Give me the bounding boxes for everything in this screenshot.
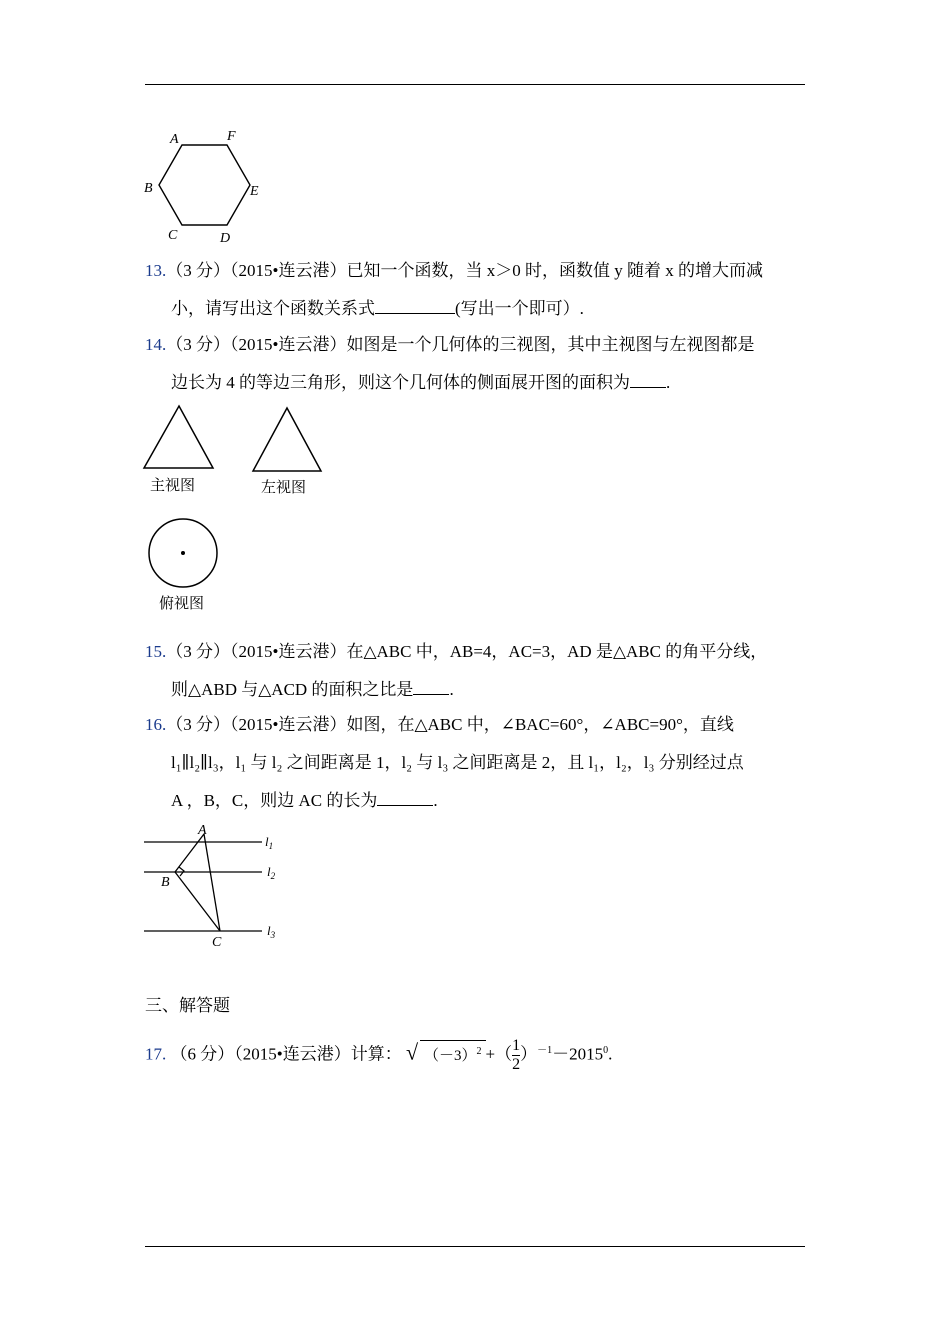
segment-ac	[204, 834, 220, 931]
left-view-triangle	[253, 408, 321, 471]
q13-text-2b: (写出一个即可）.	[455, 299, 584, 318]
question-14	[145, 326, 815, 402]
q13-number: 13.	[145, 261, 167, 280]
q17-end: .	[608, 1044, 613, 1064]
left-view-caption: 左视图	[261, 480, 307, 496]
header-rule	[145, 84, 805, 85]
q13-answer-blank[interactable]	[375, 293, 455, 314]
q14-answer-blank[interactable]	[630, 367, 666, 388]
q17-prefix: （6 分）（2015•连云港）计算：	[170, 1044, 402, 1064]
q13-line1	[145, 252, 815, 290]
q16-text-1: （3 分）（2015•连云港）如图，在△ABC 中，∠BAC=60°，∠ABC=90°，直线	[166, 715, 734, 734]
label-b: B	[161, 875, 170, 890]
q13-text-2a: 小，请写出这个函数关系式	[171, 299, 375, 318]
hex-label-e: E	[250, 184, 259, 199]
q15-text-2b: .	[449, 680, 454, 699]
hex-label-f: F	[227, 129, 236, 144]
question-15	[145, 633, 815, 709]
q15-text-1: （3 分）（2015•连云港）在△ABC 中，AB=4，AC=3，AD 是△ABC 的角平分线，	[166, 642, 768, 661]
section-title: 三、解答题	[145, 996, 230, 1015]
q16-number: 16.	[145, 715, 167, 734]
q14-number: 14.	[145, 335, 167, 354]
question-16	[145, 706, 815, 820]
footer-rule	[145, 1246, 805, 1247]
q13-line2	[145, 290, 815, 328]
q14-line2	[145, 364, 815, 402]
q15-line1	[145, 633, 815, 671]
fraction-half	[512, 1037, 520, 1074]
label-l2: $l_2$	[267, 864, 276, 881]
front-view-caption: 主视图	[150, 478, 196, 494]
q16-line2: l₁∥l₂∥l₃，l₁ 与 l₂ 之间距离是 1，l₂ 与 l₃ 之间距离是 2，且 l₁，l₂，l₃ 分别经过点	[171, 753, 744, 772]
radicand-text: （－3）	[424, 1047, 477, 1064]
top-view-center-dot	[181, 551, 185, 555]
q17-plus: +（	[485, 1044, 513, 1064]
q14-text-1: （3 分）（2015•连云港）如图是一个几何体的三视图，其中主视图与左视图都是	[166, 335, 755, 354]
three-views-figure	[140, 398, 340, 618]
q17-number: 17.	[145, 1044, 167, 1064]
q15-number: 15.	[145, 642, 167, 661]
front-view-triangle	[144, 406, 213, 468]
label-l3: $l_3$	[267, 923, 276, 940]
zero-exp: 0	[603, 1045, 609, 1056]
q13-text-1: （3 分）（2015•连云港）已知一个函数，当 x＞0 时，函数值 y 随着 x 的增大而减	[166, 261, 763, 280]
q16-text-3a: A ，B，C，则边 AC 的长为	[171, 791, 378, 810]
q15-text-2a: 则△ABD 与△ACD 的面积之比是	[171, 680, 414, 699]
q16-answer-blank[interactable]	[377, 785, 433, 806]
q14-line1	[145, 326, 815, 364]
q17-close: ）	[520, 1044, 538, 1064]
label-c: C	[212, 935, 222, 950]
segment-ab	[175, 834, 204, 872]
radicand-exp: 2	[476, 1045, 482, 1057]
parallel-lines-figure	[140, 818, 290, 953]
q15-answer-blank[interactable]	[413, 674, 449, 695]
hexagon-figure	[140, 122, 270, 247]
top-view-caption: 俯视图	[159, 596, 205, 612]
q16-line3	[145, 782, 815, 820]
q14-text-2b: .	[666, 373, 671, 392]
sqrt-sign: √	[405, 1039, 419, 1065]
hex-label-a: A	[170, 132, 179, 147]
label-l1: $l_1$	[265, 834, 274, 851]
q17-line1	[145, 1032, 815, 1074]
q16-line1	[145, 706, 815, 744]
label-a: A	[198, 823, 207, 838]
q14-text-2a: 边长为 4 的等边三角形，则这个几何体的侧面展开图的面积为	[171, 373, 630, 392]
q17-minus-year: －2015	[552, 1044, 604, 1064]
frac-num: 1	[512, 1037, 521, 1055]
q15-line2	[145, 671, 815, 709]
question-17	[145, 1032, 815, 1074]
segment-bc	[175, 872, 220, 931]
frac-den: 2	[512, 1056, 521, 1074]
hex-label-c: C	[168, 228, 178, 243]
hex-label-b: B	[144, 181, 153, 196]
question-13	[145, 252, 815, 328]
neg-exp: －1	[537, 1045, 553, 1056]
hex-label-d: D	[220, 231, 231, 246]
sqrt-radicand	[420, 1040, 486, 1067]
q16-text-3b: .	[433, 791, 438, 810]
